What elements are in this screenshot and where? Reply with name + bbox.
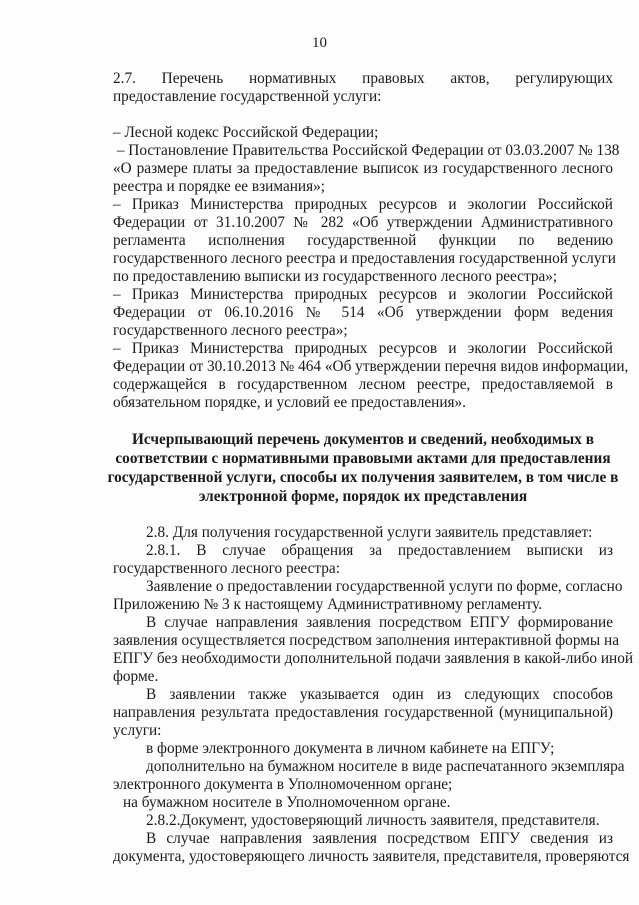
section-2-8-line: 2.8.1. В случае обращения за предоставлением выписки из [146,542,613,559]
legal-act-line: регламента исполнения государственной функции по ведению [113,232,613,249]
section-2-8-line: государственного лесного реестра: [113,560,340,577]
section-2-8-line: дополнительно на бумажном носителе в виде распечатанного экземпляра [146,758,625,775]
section-2-8-line: направления результата предоставления государственной (муниципальной) [113,704,613,721]
section-2-8-line: электронного документа в Уполномоченном органе; [113,776,453,793]
legal-act-line: Федерации от 31.10.2007 № 282 «Об утверждении Административного [113,214,613,231]
section-2-8-line: 2.8. Для получения государственной услуги заявитель представляет: [146,524,593,541]
section-2-8-line: на бумажном носителе в Уполномоченном органе. [123,794,451,811]
section-2-8-line: 2.8.2.Документ, удостоверяющий личность заявителя, представителя. [146,812,600,829]
section-heading-line: соответствии с нормативными правовыми актами для предоставления [115,450,611,467]
section-2-7-line: предоставление государственной услуги: [113,88,382,105]
legal-act-line: содержащейся в государственном лесном реестре, предоставляемой в [113,376,613,393]
legal-act-line: Федерации от 06.10.2016 № 514 «Об утверждении форм ведения [113,304,613,321]
section-2-8-line: заявления осуществляется посредством заполнения интерактивной формы на [113,632,620,649]
section-2-8-line: документа, удостоверяющего личность заявителя, представителя, проверяются [113,848,630,865]
section-heading-line: Исчерпывающий перечень документов и сведений, необходимых в [132,431,594,448]
legal-act-line: – Постановление Правительства Российской Федерации от 03.03.2007 № 138 [113,142,620,159]
section-2-8-line: Приложению № 3 к настоящему Административному регламенту. [113,596,543,613]
section-2-8-line: В случае направления заявления посредством ЕПГУ формирование [146,614,613,631]
section-2-8-line: Заявление о предоставлении государственной услуги по форме, согласно [146,578,623,595]
section-2-8-line: форме. [113,668,159,685]
legal-act-line: – Приказ Министерства природных ресурсов и экологии Российской [113,340,613,357]
legal-act-line: – Приказ Министерства природных ресурсов и экологии Российской [113,286,613,303]
legal-act-line: реестра и порядке ее взимания»; [113,178,326,195]
section-2-8-line: услуги: [113,722,162,739]
legal-act-line: обязательном порядке, и условий ее предоставления». [113,394,467,411]
section-heading-line: государственной услуги, способы их получения заявителем, в том числе в [107,469,619,486]
legal-act-line: «О размере платы за предоставление выписок из государственного лесного [113,160,613,177]
legal-act-line: Федерации от 30.10.2013 № 464 «Об утверждении перечня видов информации, [113,358,629,375]
section-2-8-line: В заявлении также указывается один из следующих способов [146,686,613,703]
legal-act-line: – Лесной кодекс Российской Федерации; [113,124,379,141]
legal-act-line: по предоставлению выписки из государственного лесного реестра»; [113,268,558,285]
section-2-8-line: В случае направления заявления посредством ЕПГУ сведения из [146,830,613,847]
legal-act-line: – Приказ Министерства природных ресурсов и экологии Российской [113,196,613,213]
legal-act-line: государственного лесного реестра и предоставления государственной услуги [113,250,616,267]
section-2-8-line: в форме электронного документа в личном кабинете на ЕПГУ; [146,740,555,757]
page-number: 10 [312,35,327,51]
section-2-8-line: ЕПГУ без необходимости дополнительной подачи заявления в какой-либо иной [113,650,634,667]
section-2-7-line: 2.7. Перечень нормативных правовых актов, регулирующих [113,70,613,87]
section-heading-line: электронной форме, порядок их представления [198,488,528,505]
legal-act-line: государственного лесного реестра»; [113,322,348,339]
